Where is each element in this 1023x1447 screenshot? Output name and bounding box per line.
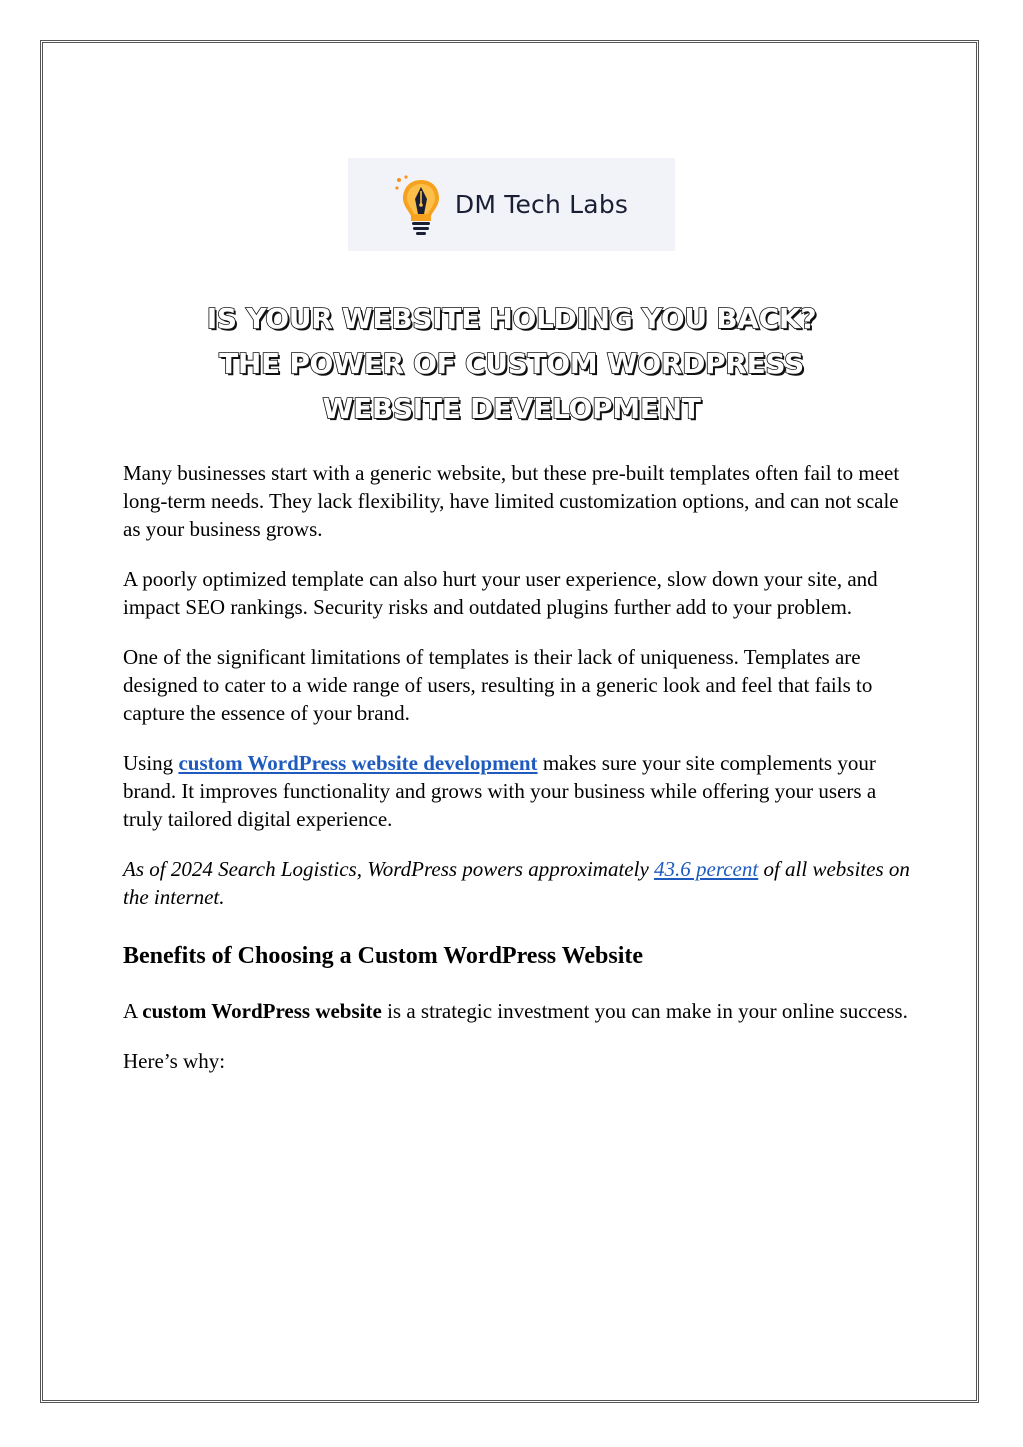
paragraph-5-before: As of 2024 Search Logistics, WordPress powers approximately	[123, 857, 655, 881]
paragraph-4-before: Using	[123, 751, 179, 775]
paragraph-1: Many businesses start with a generic website, but these pre-built templates often fail to meet long-term needs. They lack flexibility, have limited customization options, and can not scale as your business grows.	[123, 461, 900, 541]
page-title	[100, 296, 923, 431]
paragraph-4	[123, 749, 913, 833]
section-heading: Benefits of Choosing a Custom WordPress Website	[123, 943, 644, 969]
paragraph-6-bold: custom WordPress website	[142, 999, 382, 1023]
paragraph-3: One of the significant limitations of templates is their lack of uniqueness. Templates are designed to cater to a wide range of users, resulting in a generic look and feel that fails to capture the essence of your brand.	[123, 645, 873, 725]
paragraph-2: A poorly optimized template can also hurt your user experience, slow down your site, and impact SEO rankings. Security risks and outdated plugins further add to your problem.	[123, 567, 878, 619]
paragraph-6-after: is a strategic investment you can make in your online success.	[381, 999, 908, 1023]
paragraph-6	[123, 997, 913, 1025]
paragraph-5	[123, 855, 913, 911]
paragraph-4-after: makes sure your site complements your brand. It improves functionality and grows with your business while offering your users a truly tailored digital experience.	[123, 751, 877, 831]
custom-wordpress-development-link[interactable]: custom WordPress website development	[178, 751, 538, 775]
logo	[348, 158, 675, 251]
paragraph-5-after: of all websites on the internet.	[123, 857, 910, 909]
percent-stat-link[interactable]: 43.6 percent	[654, 857, 759, 881]
title-line-2: THE POWER OF CUSTOM WORDPRESS	[219, 347, 804, 380]
article-body	[123, 459, 913, 1097]
paragraph-7: Here’s why:	[123, 1049, 226, 1073]
logo-brand-name: DM Tech Labs	[454, 190, 629, 219]
title-line-1: IS YOUR WEBSITE HOLDING YOU BACK?	[206, 302, 817, 335]
title-line-3: WEBSITE DEVELOPMENT	[322, 392, 701, 425]
paragraph-6-before: A	[123, 999, 143, 1023]
lightbulb-pen-icon	[395, 174, 447, 236]
